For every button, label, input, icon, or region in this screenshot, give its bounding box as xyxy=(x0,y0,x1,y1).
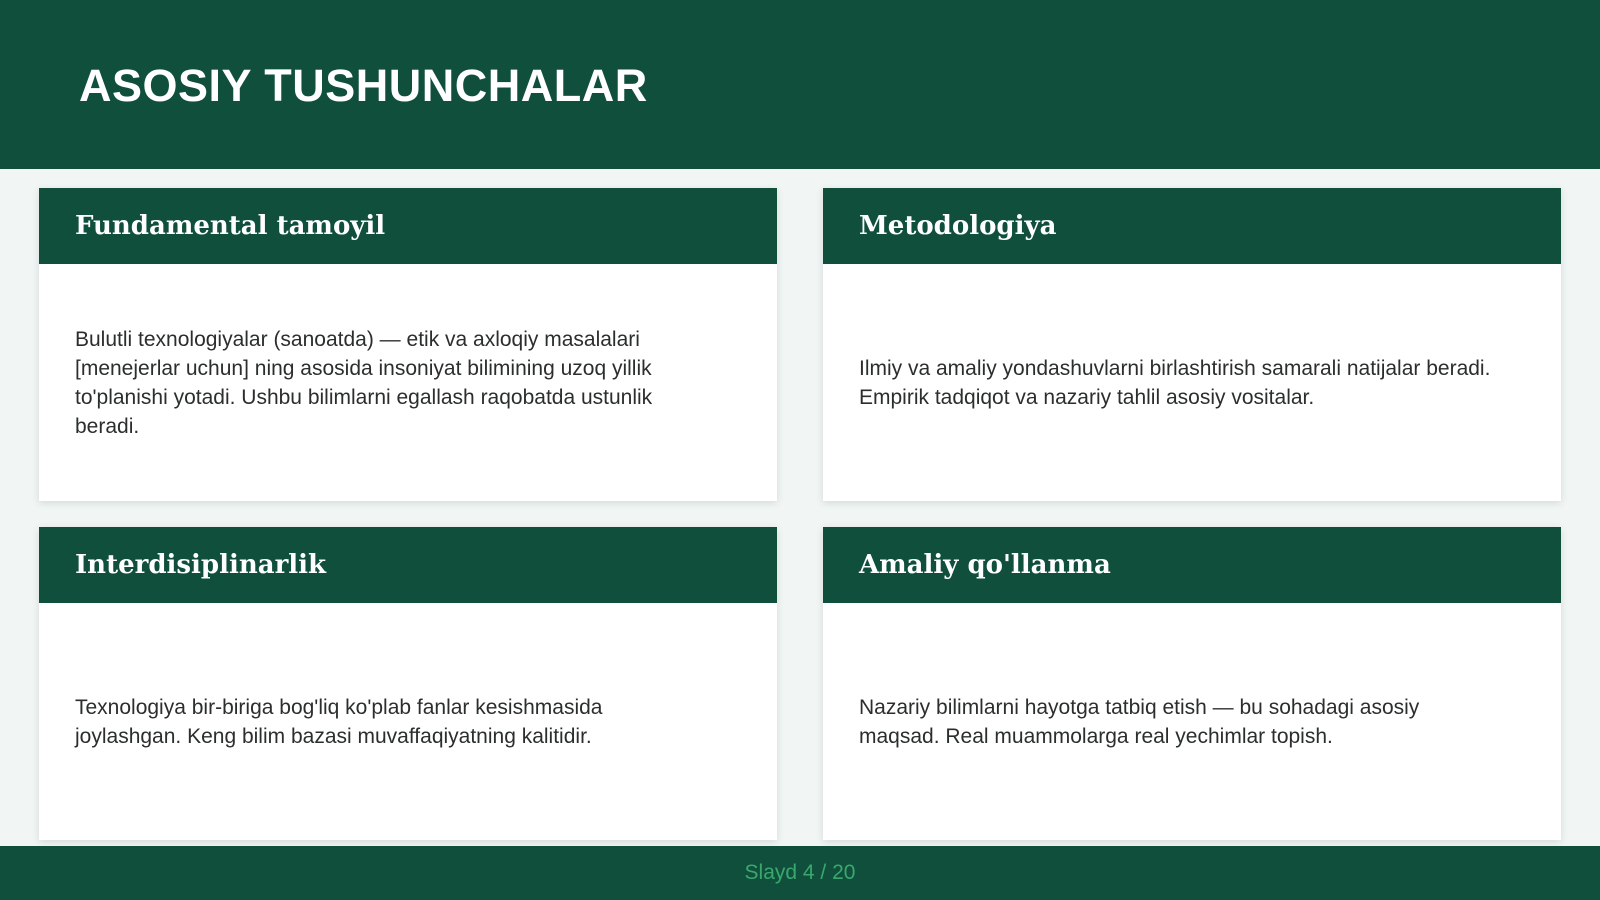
card-body xyxy=(39,603,777,840)
card-title: Metodologiya xyxy=(859,211,1057,241)
slide-footer xyxy=(0,846,1600,900)
slide-counter: Slayd 4 / 20 xyxy=(744,861,856,884)
slide-title: ASOSIY TUSHUNCHALAR xyxy=(79,60,648,111)
slide-header xyxy=(0,0,1600,169)
card-text: Nazariy bilimlarni hayotga tatbiq etish — bu sohadagi asosiy maqsad. Real muammolarga real yechimlar topish. xyxy=(859,695,1420,748)
card-title: Amaliy qo'llanma xyxy=(859,550,1111,580)
card-text: Ilmiy va amaliy yondashuvlarni birlashtirish samarali natijalar beradi. Empirik tadqiqot va nazariy tahlil asosiy vositalar. xyxy=(859,356,1491,409)
concept-card-fundamental xyxy=(39,188,777,501)
card-title: Fundamental tamoyil xyxy=(75,211,386,241)
concept-card-practical xyxy=(823,527,1561,840)
card-header xyxy=(39,527,777,603)
concept-card-methodology xyxy=(823,188,1561,501)
card-text: Texnologiya bir-biriga bog'liq ko'plab fanlar kesishmasida joylashgan. Keng bilim bazasi muvaffaqiyatning kalitidir. xyxy=(75,695,603,748)
card-title: Interdisiplinarlik xyxy=(75,550,327,580)
card-header xyxy=(823,188,1561,264)
concept-card-interdisciplinary xyxy=(39,527,777,840)
card-header xyxy=(39,188,777,264)
card-text: Bulutli texnologiyalar (sanoatda) — etik va axloqiy masalalari [menejerlar uchun] ning asosida insoniyat bilimining uzoq yillik to'planishi yotadi. Ushbu bilimlarni egallash raqobatda ustunlik beradi. xyxy=(75,327,653,438)
card-body xyxy=(823,264,1561,501)
card-body xyxy=(823,603,1561,840)
card-header xyxy=(823,527,1561,603)
card-body xyxy=(39,264,777,501)
